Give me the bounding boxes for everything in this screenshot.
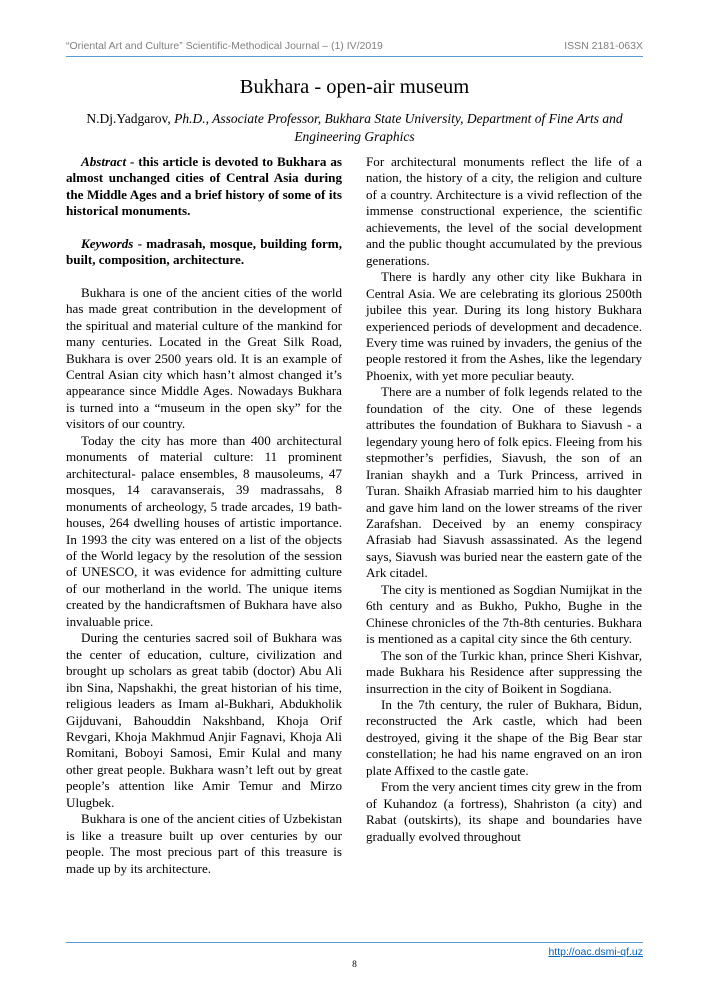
paragraph: The city is mentioned as Sogdian Numijkat in the 6th century and as Bukho, Pukho, Bughe in the Chinese chronicles of the 7th-8th centuries. Bukhara is mentioned as a capital city since the 6th century.	[366, 581, 642, 647]
running-header	[66, 38, 643, 57]
article-title: Bukhara - open-air museum	[239, 76, 470, 98]
paragraph: Bukhara is one of the ancient cities of the world has made great contribution in the development of the spiritual and material culture of the mankind for many centuries. Located in the Great Silk Road, Bukhara is over 2500 years old. It is an example of Central Asian city which hasn’t almost changed it’s appearance since Middle Ages. Nowadays Bukhara is turned into a “museum in the open sky” for the visitors of our country.	[66, 284, 342, 432]
journal-name: “Oriental Art and Culture” Scientific-Methodical Journal – (1) IV/2019	[66, 40, 383, 52]
page-number: 8	[352, 960, 357, 970]
abstract	[66, 154, 342, 220]
paragraph: Bukhara is one of the ancient cities of Uzbekistan is like a treasure built up over centuries by our people. The most precious part of this treasure is made up by its architecture.	[66, 811, 342, 876]
abstract-text: - this article is devoted to Bukhara as almost unchanged cities of Central Asia during the Middle Ages and a brief history of some of its historical monuments.	[66, 154, 342, 219]
journal-url-link[interactable]: http://oac.dsmi-qf.uz	[548, 946, 643, 958]
author-affiliation: Ph.D., Associate Professor, Bukhara State University, Department of Fine Arts and Engineering Graphics	[174, 111, 623, 144]
paragraph: Today the city has more than 400 architectural monuments of material culture: 11 prominent architectural- palace ensembles, 8 mausoleums, 47 mosques, 14 caravanserais, 39 madrassahs, 8 monuments of archeology, 5 trade arcades, 19 bath- houses, 264 dwelling houses of artistic importance. In 1993 the city was entered on a list of the objects of the World legacy by the resolution of the session of UNESCO, it was evidence for admitting culture of our motherland in the world. The unique items created by the handicraftsmen of Bukhara have also invaluable price.	[66, 432, 342, 629]
paragraph: There is hardly any other city like Bukhara in Central Asia. We are celebrating its glorious 2500th jubilee this year. During its long history Bukhara experienced periods of development and decadence. Every time was ruined by invaders, the genius of the people restored it from the Ashes, like the legendary Phoenix, with yet more peculiar beauty.	[366, 269, 642, 383]
paragraph: In the 7th century, the ruler of Bukhara, Bidun, reconstructed the Ark castle, which had been destroyed, giving it the shape of the Big Bear star constellation; he had his name engraved on an iron plate Affixed to the castle gate.	[366, 696, 642, 778]
author-line	[66, 110, 643, 146]
paragraph: There are a number of folk legends related to the foundation of the city. One of these legends attributes the foundation of Bukhara to Siavush - a legendary young hero of folk epics. Fleeing from his stepmother’s perfidies, Siavush, the son of an Iranian shaykh and a Turk Princess, arrived in Turan. Shaikh Afrasiab married him to his daughter and gave him land on the lower streams of the river Zarafshan. Deceived by an enemy conspiracy Afrasiab had Siavush assassinated. As the legend says, Siavush was buried near the eastern gate of the Ark citadel.	[366, 384, 642, 581]
paragraph: For architectural monuments reflect the life of a nation, the history of a city, the religion and culture of a country. Architecture is a vivid reflection of the immense constructional experience, the scientific achievements, the level of the social development and the public thought accumulated by the previous generations.	[366, 154, 642, 268]
keywords-label: Keywords	[81, 235, 134, 251]
author-name: N.Dj.Yadgarov,	[86, 111, 175, 126]
paragraph: During the centuries sacred soil of Bukhara was the center of education, culture, civilization and brought up scholars as great tabib (doctor) Abu Ali ibn Sina, Napshakhi, the great historian of his time, religious leaders as Imam al-Bukhari, Abdukholik Gijduvani, Bahouddin Nakshband, Khoja Orif Revgari, Khoja Makhmud Anjir Fagnavi, Khoja Ali Romitani, Boboyi Samosi, Emir Kulal and many other great people. Bukhara wasn’t left out by great people’s attention like Amir Temur and Mirzo Ulugbek.	[66, 630, 342, 810]
right-column	[366, 154, 642, 845]
paragraph: The son of the Turkic khan, prince Sheri Kishvar, made Bukhara his Residence after suppressing the insurrection in the city of Boikent in Sogdiana.	[366, 647, 642, 696]
abstract-label: Abstract	[81, 154, 127, 169]
footer-divider	[66, 942, 643, 943]
keywords	[66, 236, 342, 269]
left-column	[66, 154, 342, 877]
issn: ISSN 2181-063X	[564, 40, 643, 52]
paragraph: From the very ancient times city grew in the from of Kuhandoz (a fortress), Shahriston (a city) and Rabat (outskirts), its shape and boundaries have gradually evolved throughout	[366, 779, 642, 844]
keywords-text: - madrasah, mosque, building form, built, composition, architecture.	[66, 235, 342, 268]
